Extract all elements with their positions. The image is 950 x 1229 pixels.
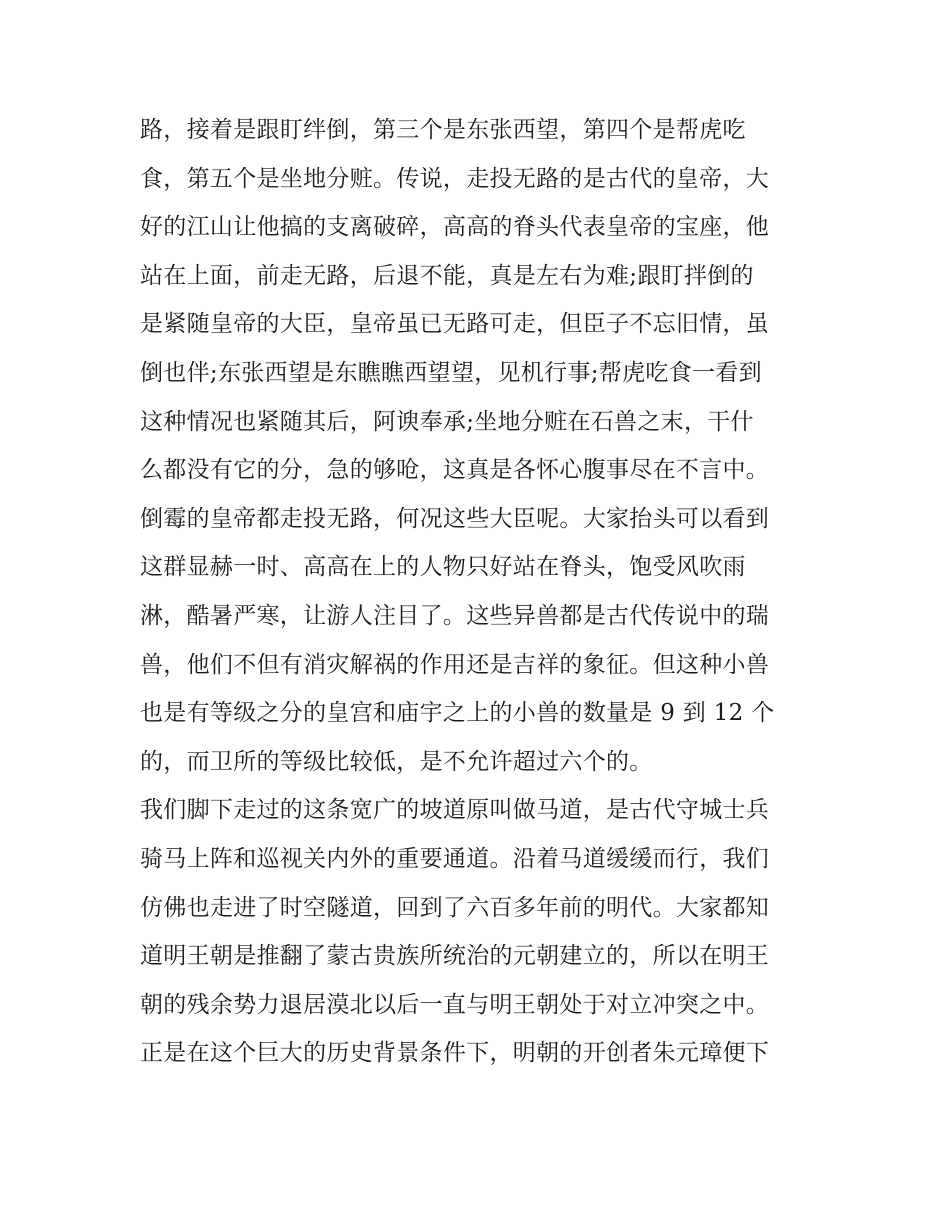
text-line: 的，而卫所的等级比较低，是不允许超过六个的。 [140, 748, 653, 775]
text-line: 朝的残余势力退居漠北以后一直与明王朝处于对立冲突之中。 [140, 991, 770, 1018]
text-line: 倒也伴;东张西望是东瞧瞧西望望，见机行事;帮虎吃食一看到 [140, 359, 762, 386]
text-line: 道明王朝是推翻了蒙古贵族所统治的元朝建立的，所以在明王 [140, 943, 770, 970]
text-line: 好的江山让他搞的支离破碎，高高的脊头代表皇帝的宝座，他 [140, 214, 770, 241]
text-line: 食，第五个是坐地分赃。传说，走投无路的是古代的皇帝，大 [140, 165, 770, 192]
text-line: 这种情况也紧随其后，阿谀奉承;坐地分赃在石兽之末，干什 [140, 408, 754, 435]
text-line: 倒霉的皇帝都走投无路，何况这些大臣呢。大家抬头可以看到 [140, 505, 770, 532]
text-line: 是紧随皇帝的大臣，皇帝虽已无路可走，但臣子不忘旧情，虽 [140, 311, 770, 338]
text-line: 也是有等级之分的皇宫和庙宇之上的小兽的数量是 9 到 12 个 [140, 700, 775, 727]
text-line: 我们脚下走过的这条宽广的坡道原叫做马道，是古代守城士兵 [140, 797, 770, 824]
text-line: 么都没有它的分，急的够呛，这真是各怀心腹事尽在不言中。 [140, 457, 770, 484]
body-text [140, 106, 820, 1078]
text-line: 正是在这个巨大的历史背景条件下，明朝的开创者朱元璋便下 [140, 1040, 770, 1067]
text-line: 兽，他们不但有消灾解祸的作用还是吉祥的象征。但这种小兽 [140, 651, 770, 678]
text-line: 这群显赫一时、高高在上的人物只好站在脊头，饱受风吹雨 [140, 554, 746, 581]
text-line: 仿佛也走进了时空隧道，回到了六百多年前的明代。大家都知 [140, 894, 770, 921]
text-line: 路，接着是跟盯绊倒，第三个是东张西望，第四个是帮虎吃 [140, 117, 746, 143]
text-line: 骑马上阵和巡视关内外的重要通道。沿着马道缓缓而行，我们 [140, 845, 770, 872]
text-line: 站在上面，前走无路，后退不能，真是左右为难;跟盯拌倒的 [140, 262, 754, 289]
text-line: 淋，酷暑严寒，让游人注目了。这些异兽都是古代传说中的瑞 [140, 602, 770, 629]
